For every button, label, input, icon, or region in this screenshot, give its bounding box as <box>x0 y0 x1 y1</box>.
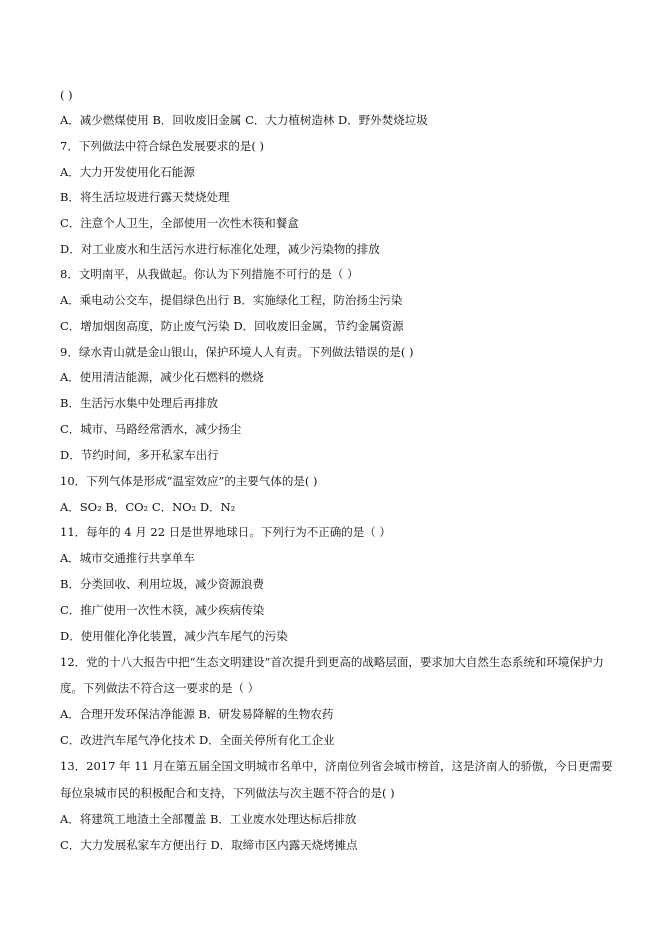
q13-options-cd: C．大力发展私家车方便出行 D．取缔市区内露天烧烤摊点 <box>60 838 358 852</box>
q7-option-d: D．对工业废水和生活污水进行标准化处理，减少污染物的排放 <box>60 242 380 256</box>
q13-stem-line2: 每位泉城市民的积极配合和支持，下列做法与次主题不符合的是( ) <box>60 786 395 800</box>
q9-option-a: A．使用清洁能源，减少化石燃料的燃烧 <box>60 370 264 384</box>
q13-options-ab: A．将建筑工地渣土全部覆盖 B．工业废水处理达标后排放 <box>60 812 357 826</box>
q13-stem-line1: 13．2017 年 11 月在第五届全国文明城市名单中，济南位列省会城市榜首，这是济南人的骄傲，今日更需要 <box>60 759 613 773</box>
q6-answer-blank: ( ) <box>60 88 73 102</box>
q6-options: A．减少燃煤使用 B．回收废旧金属 C．大力植树造林 D．野外焚烧垃圾 <box>60 113 428 127</box>
q12-stem-line1: 12．党的十八大报告中把“生态文明建设”首次提升到更高的战略层面，要求加大自然生态系统和环境保护力 <box>60 655 604 669</box>
q11-option-d: D．使用催化净化装置，减少汽车尾气的污染 <box>60 629 288 643</box>
q11-option-b: B．分类回收、利用垃圾，减少资源浪费 <box>60 577 264 591</box>
q11-option-a: A．城市交通推行共享单车 <box>60 551 195 565</box>
q7-option-b: B．将生活垃圾进行露天焚烧处理 <box>60 190 230 204</box>
q12-options-cd: C．改进汽车尾气净化技术 D．全面关停所有化工企业 <box>60 733 335 747</box>
q12-options-ab: A．合理开发环保洁净能源 B．研发易降解的生物农药 <box>60 707 334 721</box>
q9-option-c: C．城市、马路经常洒水，减少扬尘 <box>60 422 242 436</box>
q11-stem: 11．每年的 4 月 22 日是世界地球日。下列行为不正确的是（ ） <box>60 525 391 539</box>
q12-stem-line2: 度。下列做法不符合这一要求的是（ ） <box>60 681 260 695</box>
q8-stem: 8．文明南平，从我做起。你认为下列措施不可行的是（ ） <box>60 267 359 281</box>
q7-option-a: A．大力开发使用化石能源 <box>60 165 195 179</box>
q7-stem: 7．下列做法中符合绿色发展要求的是( ) <box>60 139 264 153</box>
q9-option-d: D．节约时间，多开私家车出行 <box>60 448 219 462</box>
q8-options-ab: A．乘电动公交车，提倡绿色出行 B．实施绿化工程，防治扬尘污染 <box>60 293 403 307</box>
q11-option-c: C．推广使用一次性木筷，减少疾病传染 <box>60 603 265 617</box>
q9-option-b: B．生活污水集中处理后再排放 <box>60 396 218 410</box>
q10-stem: 10．下列气体是形成“温室效应”的主要气体的是( ) <box>60 474 318 488</box>
q10-options: A．SO₂ B．CO₂ C．NO₂ D．N₂ <box>60 500 236 514</box>
q9-stem: 9．绿水青山就是金山银山，保护环境人人有责。下列做法错误的是( ) <box>60 345 414 359</box>
q7-option-c: C．注意个人卫生，全部使用一次性木筷和餐盒 <box>60 216 299 230</box>
q8-options-cd: C．增加烟囱高度，防止废气污染 D．回收废旧金属，节约金属资源 <box>60 319 404 333</box>
